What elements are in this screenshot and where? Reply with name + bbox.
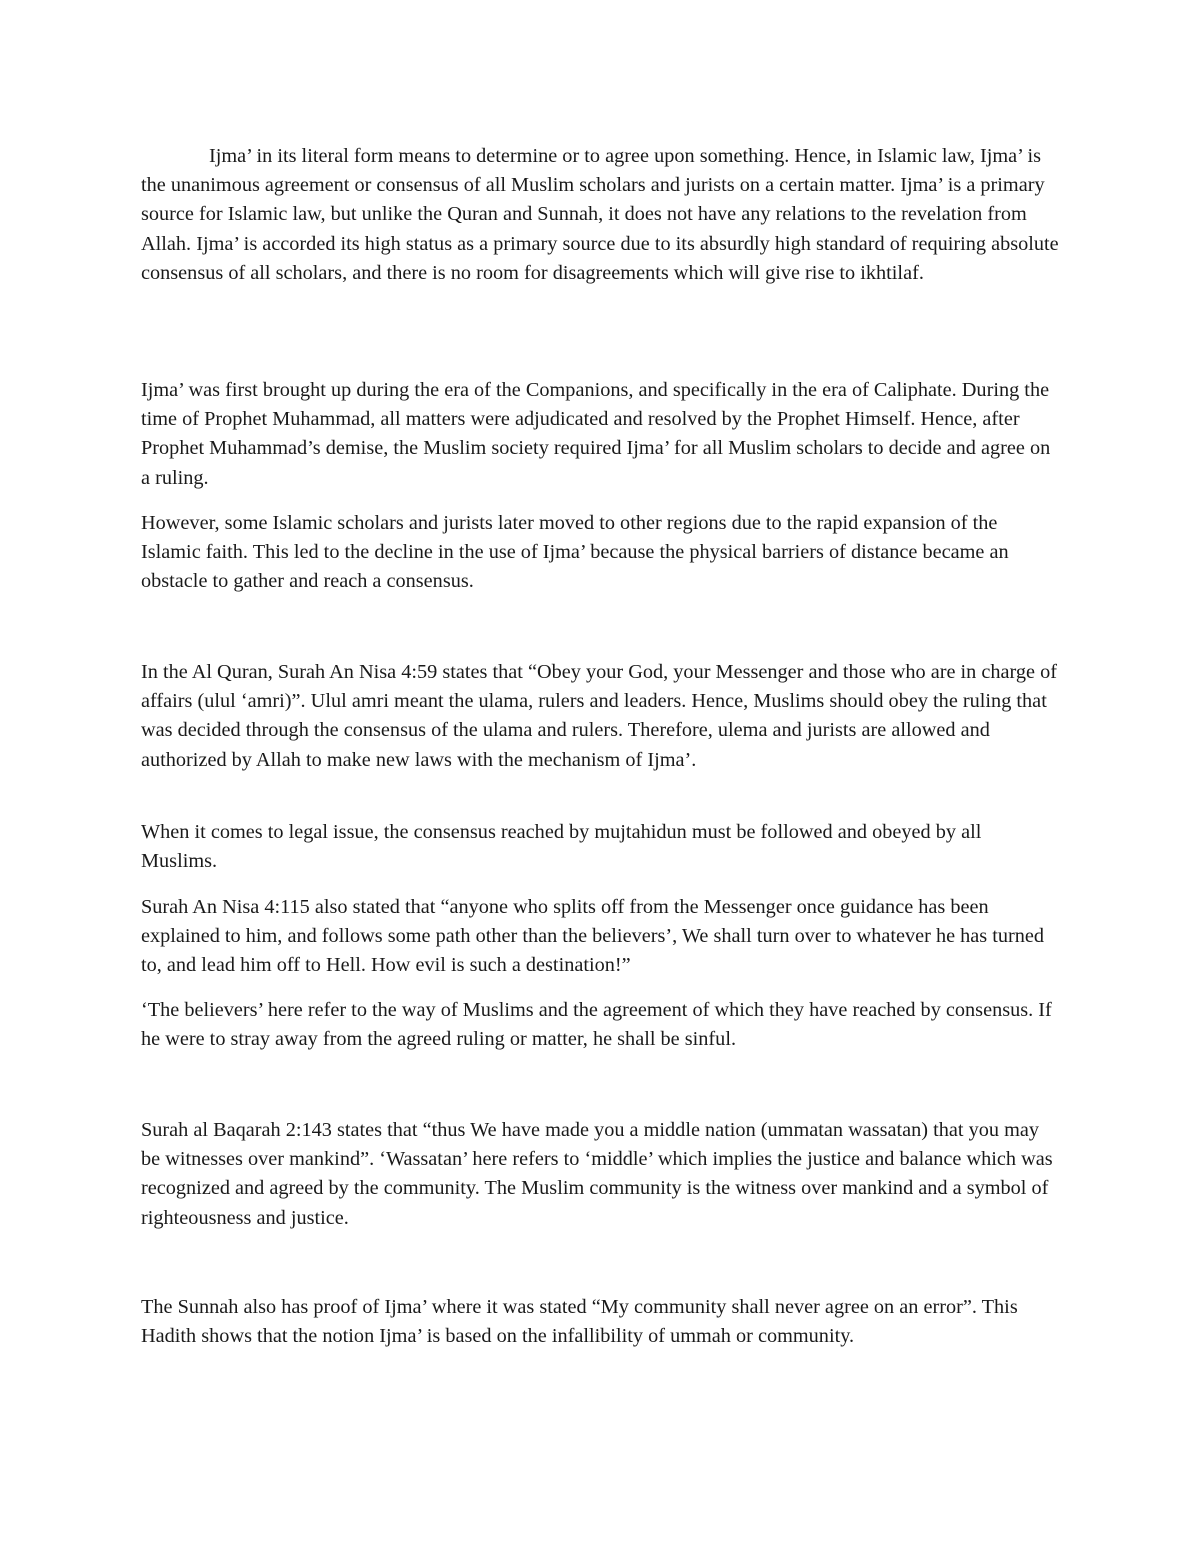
paragraph-believers: ‘The believers’ here refer to the way of Muslims and the agreement of which they have reached by consensus. If he were to stray away from the agreed ruling or matter, he shall be sinful. (141, 999, 1052, 1051)
paragraph-an-nisa-4-115: Surah An Nisa 4:115 also stated that “anyone who splits off from the Messenger once guidance has been explained to him, and follows some path other than the believers’, We shall turn over to whatever he has turned to, and lead him off to Hell. How evil is such a destination!” (141, 896, 1045, 977)
paragraph-sunnah-proof: The Sunnah also has proof of Ijma’ where it was stated “My community shall never agree on an error”. This Hadith shows that the notion Ijma’ is based on the infallibility of ummah or community. (141, 1296, 1018, 1348)
paragraph-ijma-origin: Ijma’ was first brought up during the era of the Companions, and specifically in the era of Caliphate. During the time of Prophet Muhammad, all matters were adjudicated and resolved by the Prophet Himself. Hence, after Prophet Muhammad’s demise, the Muslim society required Ijma’ for all Muslim scholars to decide and agree on a ruling. (141, 379, 1051, 489)
paragraph-legal-issue: When it comes to legal issue, the consensus reached by mujtahidun must be followed and obeyed by all Muslims. (141, 821, 982, 873)
paragraph-an-nisa-4-59: In the Al Quran, Surah An Nisa 4:59 states that “Obey your God, your Messenger and those who are in charge of affairs (ulul ‘amri)”. Ulul amri meant the ulama, rulers and leaders. Hence, Muslims should obey the ruling that was decided through the consensus of the ulama and rulers. Therefore, ulema and jurists are allowed and authorized by Allah to make new laws with the mechanism of Ijma’. (141, 661, 1058, 771)
paragraph-ijma-definition: Ijma’ in its literal form means to determine or to agree upon something. Hence, in Islamic law, Ijma’ is the unanimous agreement or consensus of all Muslim scholars and jurists on a certain matter. Ijma’ is a primary source for Islamic law, but unlike the Quran and Sunnah, it does not have any relations to the revelation from Allah. Ijma’ is accorded its high status as a primary source due to its absurdly high standard of requiring absolute consensus of all scholars, and there is no room for disagreements which will give rise to ikhtilaf. (141, 145, 1059, 284)
paragraph-ijma-decline: However, some Islamic scholars and jurists later moved to other regions due to the rapid expansion of the Islamic faith. This led to the decline in the use of Ijma’ because the physical barriers of distance became an obstacle to gather and reach a consensus. (141, 512, 1009, 593)
paragraph-al-baqarah-2-143: Surah al Baqarah 2:143 states that “thus We have made you a middle nation (ummatan wassatan) that you may be witnesses over mankind”. ‘Wassatan’ here refers to ‘middle’ which implies the justice and balance which was recognized and agreed by the community. The Muslim community is the witness over mankind and a symbol of righteousness and justice. (141, 1119, 1053, 1229)
